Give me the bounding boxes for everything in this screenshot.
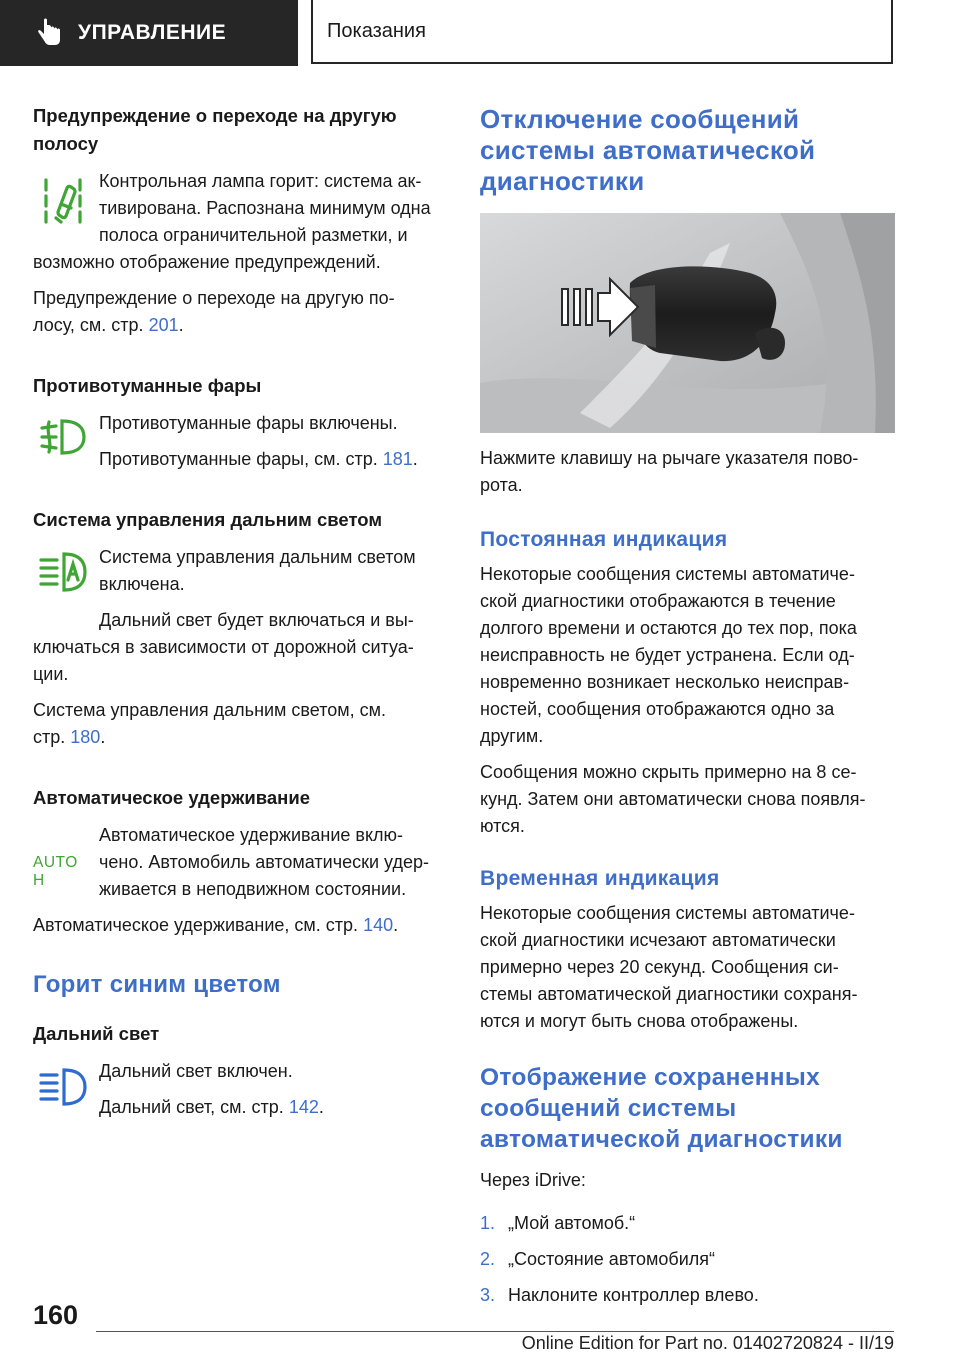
fog-light-icon [38, 416, 88, 458]
high-beam-assist-text: включена. [99, 574, 185, 594]
high-beam-assist-text: Дальний свет будет включаться и вы- [99, 610, 414, 630]
auto-hold-icon: AUTO H [33, 854, 78, 889]
high-beam-icon [38, 1066, 88, 1108]
auto-hold-text: чено. Автомобиль автоматически удер- [99, 852, 429, 872]
chapter-title: УПРАВЛЕНИЕ [78, 21, 227, 44]
page-link[interactable]: 142 [288, 1097, 319, 1117]
high-beam-ref: Дальний свет, см. стр. 142. [99, 1097, 324, 1117]
blue-indicator-heading: Горит синим цветом [33, 971, 281, 998]
left-column [33, 102, 451, 1121]
high-beam-assist-text: Система управления дальним светом [99, 547, 416, 567]
high-beam-assist-text: ции. [33, 664, 69, 684]
lane-departure-icon [41, 172, 85, 230]
high-beam-assist-text: ключаться в зависимости от дорожной ситуа- [33, 637, 414, 657]
lane-warning-text: возможно отображение предупреждений. [33, 252, 381, 272]
hand-pointer-icon [36, 18, 62, 48]
list-item: 3. Наклоните контроллер влево. [480, 1285, 759, 1305]
edition-footer: Online Edition for Part no. 01402720824 - II/19 [521, 1333, 894, 1353]
page-link[interactable]: 140 [363, 915, 394, 935]
lane-warning-ref: лосу, см. стр. 201. [33, 315, 184, 335]
permanent-indication-heading: Постоянная индикация [480, 528, 728, 551]
subsection-header [311, 0, 893, 64]
high-beam-assist-ref: Система управления дальним светом, см. [33, 700, 387, 720]
high-beam-assist-title: Система управления дальним светом [33, 509, 383, 530]
fog-lights-title: Противотуманные фары [33, 375, 262, 396]
photo-caption: рота. [480, 475, 523, 495]
temporary-indication-heading: Временная индикация [480, 867, 720, 890]
idrive-intro: Через iDrive: [480, 1170, 586, 1190]
auto-hold-text: Автоматическое удерживание вклю- [99, 825, 404, 845]
lane-warning-title: Предупреждение о переходе на другую полосу [33, 105, 397, 154]
page-link[interactable]: 180 [70, 727, 101, 747]
lever-illustration [480, 213, 895, 433]
permanent-paragraph: Некоторые сообщения системы автоматиче- ской диагностики отображаются в течение долгого времени и остаются до тех пор, пока неисправность не будет устранена. Если од- новременно возникает несколько неисправ- ностей, сообщения отображаются одно за другим. [480, 564, 857, 746]
auto-hold-text: живается в неподвижном состоянии. [99, 879, 407, 899]
lane-warning-ref: Предупреждение о переходе на другую по- [33, 288, 395, 308]
photo-caption: Нажмите клавишу на рычаге указателя пово- [480, 448, 859, 468]
lane-warning-text: Контрольная лампа горит: система ак- [99, 171, 422, 191]
high-beam-assist-icon [38, 550, 88, 594]
high-beam-title: Дальний свет [33, 1023, 160, 1044]
list-item: 1. „Мой автомоб.“ [480, 1213, 636, 1233]
right-column [480, 102, 895, 1309]
stored-messages-heading: Отображение сохраненных сообщений системы автоматической диагностики [480, 1064, 843, 1153]
page-number: 160 [33, 1300, 79, 1330]
auto-hold-title: Автоматическое удерживание [33, 787, 311, 808]
page-link[interactable]: 201 [148, 315, 179, 335]
list-item: 2. „Состояние автомобиля“ [480, 1249, 716, 1269]
lane-warning-text: тивирована. Распознана минимум одна [99, 198, 431, 218]
lane-warning-text: полоса ограничительной разметки, и [99, 225, 408, 245]
permanent-paragraph-2: Сообщения можно скрыть примерно на 8 се- кунд. Затем они автоматически снова появля- ются. [480, 762, 866, 836]
footer-divider [96, 1331, 894, 1332]
chapter-tab[interactable] [0, 0, 298, 66]
turn-signal-lever-photo [480, 213, 895, 433]
disable-messages-heading: Отключение сообщений системы автоматической диагностики [480, 104, 816, 196]
subsection-title: Показания [327, 19, 426, 42]
fog-lights-text: Противотуманные фары включены. [99, 413, 398, 433]
page-link[interactable]: 181 [382, 449, 413, 469]
steps-list [480, 1210, 895, 1309]
auto-hold-ref: Автоматическое удерживание, см. стр. 140. [33, 915, 399, 935]
fog-lights-ref: Противотуманные фары, см. стр. 181. [99, 449, 418, 469]
temporary-paragraph: Некоторые сообщения системы автоматиче- ской диагностики исчезают автоматически примерно через 20 секунд. Сообщения си- стемы автоматической диагностики сохраня- ются и могут быть снова отображены. [480, 903, 858, 1031]
high-beam-assist-ref: стр. 180. [33, 727, 106, 747]
high-beam-text: Дальний свет включен. [99, 1061, 293, 1081]
